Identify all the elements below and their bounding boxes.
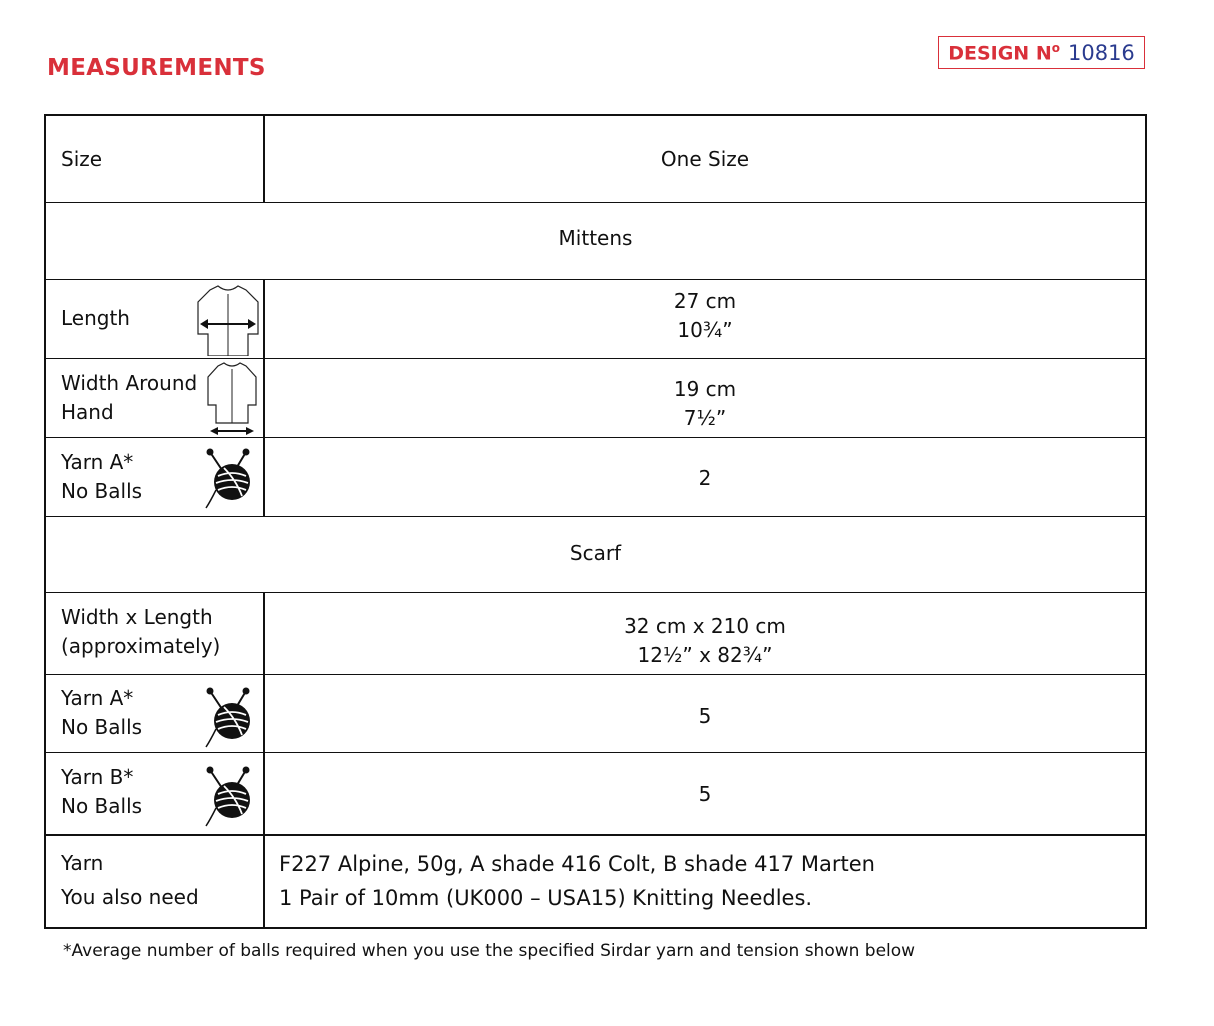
mittens-yarn-a-value: 2 [698,466,712,490]
mittens-yarn-a-label: Yarn A* No Balls [61,450,143,503]
scarf-title: Scarf [569,541,622,565]
design-number-box [938,36,1145,69]
length-inches: 10¾” [677,318,733,342]
scarf-size-label: Width x Length (approximately) [61,605,221,658]
size-label: Size [61,147,103,171]
scarf-size-row [46,593,1145,675]
mittens-section-row [46,203,1145,280]
scarf-yarn-a-label: Yarn A* No Balls [61,686,143,739]
design-number: 10816 [1067,40,1135,65]
width-inches: 7½” [683,406,727,430]
garment-length-icon [196,284,260,356]
yarn-details-value [279,847,875,915]
scarf-section-row [46,517,1145,593]
length-label: Length [61,306,130,330]
yarn-ball-icon [204,446,256,510]
mittens-yarn-a-row [46,438,1145,517]
size-row [46,116,1145,203]
scarf-yarn-b-label: Yarn B* No Balls [61,765,143,818]
yarn-details-row [46,835,1145,928]
design-label: DESIGN $N^o$ [948,40,1060,65]
length-cm: 27 cm [673,289,737,313]
scarf-size-cm: 32 cm x 210 cm [624,614,786,638]
page-heading: MEASUREMENTS [47,55,266,81]
scarf-yarn-b-row [46,753,1145,835]
width-value [265,375,1145,433]
length-value [265,287,1145,345]
yarn-spec: F227 Alpine, 50g, A shade 416 Colt, B shade 417 Marten [279,852,875,876]
needles-spec: 1 Pair of 10mm (UK000 – USA15) Knitting Needles. [279,886,813,910]
yarn-details-label: Yarn You also need [61,851,199,909]
mittens-width-row [46,359,1145,438]
scarf-yarn-a-value: 5 [698,704,712,728]
yarn-ball-icon [204,764,256,828]
footnote: *Average number of balls required when you use the specified Sirdar yarn and tension shown below [63,941,916,961]
garment-width-icon [206,361,258,437]
measurements-table [44,114,1147,929]
yarn-ball-icon [204,685,256,749]
scarf-size-inches: 12½” x 82¾” [637,643,773,667]
scarf-size-value [265,612,1145,670]
scarf-yarn-b-value: 5 [698,782,712,806]
scarf-yarn-a-row [46,675,1145,753]
width-label: Width Around Hand [61,371,198,424]
mittens-length-row [46,280,1145,359]
width-cm: 19 cm [673,377,737,401]
size-value: One Size [660,147,750,171]
mittens-title: Mittens [558,226,633,250]
